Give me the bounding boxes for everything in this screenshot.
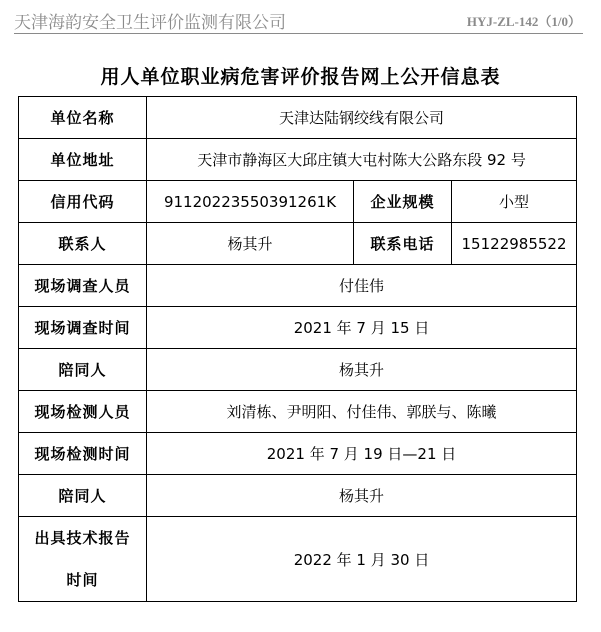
- unit-address-value: 天津市静海区大邱庄镇大屯村陈大公路东段 92 号: [147, 139, 577, 181]
- scale-label: 企业规模: [354, 181, 452, 223]
- credit-code-value: 91120223550391261K: [147, 181, 354, 223]
- phone-value: 15122985522: [452, 223, 577, 265]
- scale-value: 小型: [452, 181, 577, 223]
- report-time-value: 2022 年 1 月 30 日: [147, 517, 577, 602]
- contact-value: 杨其升: [147, 223, 354, 265]
- info-table: [18, 96, 577, 602]
- survey-staff-value: 付佳伟: [147, 265, 577, 307]
- table-row: [19, 517, 577, 602]
- table-row: [19, 307, 577, 349]
- test-staff-label: 现场检测人员: [19, 391, 147, 433]
- table-row: [19, 97, 577, 139]
- survey-staff-label: 现场调查人员: [19, 265, 147, 307]
- unit-name-label: 单位名称: [19, 97, 147, 139]
- survey-time-value: 2021 年 7 月 15 日: [147, 307, 577, 349]
- table-row: [19, 139, 577, 181]
- test-companion-value: 杨其升: [147, 475, 577, 517]
- survey-companion-label: 陪同人: [19, 349, 147, 391]
- survey-time-label: 现场调查时间: [19, 307, 147, 349]
- phone-label: 联系电话: [354, 223, 452, 265]
- header-divider: [14, 33, 583, 34]
- header-doc-code: HYJ-ZL-142（1/0）: [466, 14, 581, 29]
- contact-label: 联系人: [19, 223, 147, 265]
- test-time-label: 现场检测时间: [19, 433, 147, 475]
- table-row: [19, 475, 577, 517]
- credit-code-label: 信用代码: [19, 181, 147, 223]
- unit-name-value: 天津达陆钢绞线有限公司: [147, 97, 577, 139]
- table-row: [19, 181, 577, 223]
- header-company: 天津海韵安全卫生评价监测有限公司: [14, 13, 286, 33]
- test-staff-value: 刘清栋、尹明阳、付佳伟、郭朕与、陈曦: [147, 391, 577, 433]
- report-time-label-line2: 时间: [66, 571, 99, 589]
- table-row: [19, 265, 577, 307]
- report-time-label-line1: 出具技术报告: [34, 529, 131, 547]
- table-row: [19, 391, 577, 433]
- test-companion-label: 陪同人: [19, 475, 147, 517]
- table-row: [19, 349, 577, 391]
- report-time-label: [19, 517, 147, 602]
- table-row: [19, 223, 577, 265]
- survey-companion-value: 杨其升: [147, 349, 577, 391]
- test-time-value: 2021 年 7 月 19 日—21 日: [147, 433, 577, 475]
- unit-address-label: 单位地址: [19, 139, 147, 181]
- table-row: [19, 433, 577, 475]
- page-title: 用人单位职业病危害评价报告网上公开信息表: [100, 66, 501, 88]
